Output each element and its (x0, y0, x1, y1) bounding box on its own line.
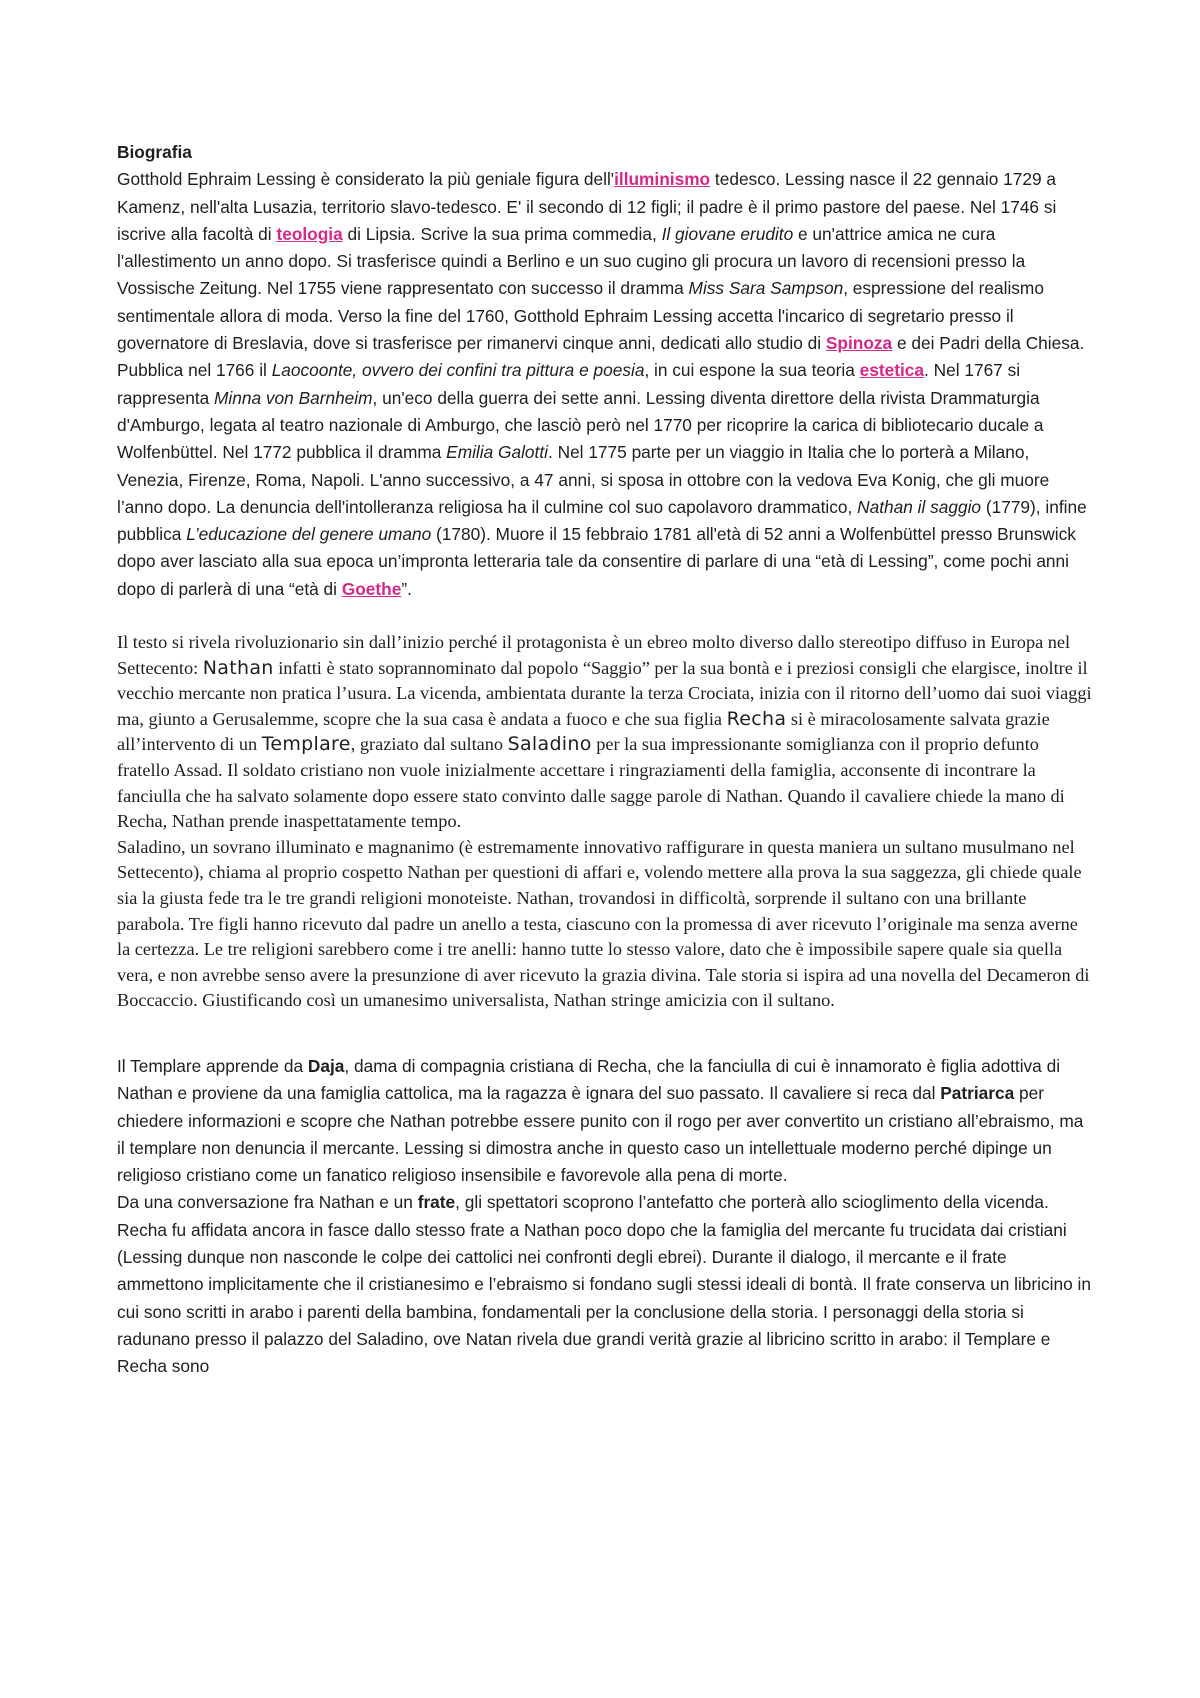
text-run: Il Templare apprende da (117, 1055, 308, 1076)
italic-title: Laocoonte, ovvero dei confini tra pittura e poesia (271, 360, 645, 381)
text-run: e un'attrice amica ne cura l'allestimento un anno dopo. Si trasferisce quindi a Berlino e un suo cugino gli procura un lavoro di recensioni presso la Vossische Zeitung. Nel 1755 viene rappresentato con successo il dramma (117, 223, 1026, 299)
wiki-link[interactable]: estetica (859, 360, 925, 381)
text-run: , gli spettatori scoprono l’antefatto che porterà allo scioglimento della vicenda. Recha fu affidata ancora in fasce dallo stesso frate a Nathan poco dopo che la famiglia del mercante fu trucidata dai cristiani (Lessing dunque non nasconde le colpe dei cattolici nei confronti degli ebrei). Durante il dialogo, il mercante e il frate ammettono implicitamente che il cristianesimo e l’ebraismo si fondano sugli stessi ideali di bontà. Il frate conserva un libricino in cui sono scritti in arabo i parenti della bambina, fondamentali per la conclusione della storia. I personaggi della storia si radunano presso il palazzo del Saladino, ove Natan rivela due grandi verità grazie al libricino scritto in arabo: il Templare e Recha sono (117, 1192, 1091, 1377)
text-run: ”. (401, 578, 412, 599)
section-heading: Biografia (117, 142, 192, 162)
plot-paragraph-4 (117, 1189, 1092, 1380)
text-run: , in cui espone la sua teoria (644, 360, 860, 381)
text-run: per chiedere informazioni e scopre che Nathan potrebbe essere punito con il rogo per aver convertito un cristiano all’ebraismo, ma il templare non denuncia il mercante. Lessing si dimostra anche in questo caso un intellettuale moderno perché dipinge un religioso cristiano come un fanatico religioso insensibile e favorevole alla pena di morte. (117, 1083, 1084, 1186)
text-run: . Nel 1775 parte per un viaggio in Italia che lo porterà a Milano, Venezia, Firenze, Roma, Napoli. L'anno successivo, a 47 anni, si sposa in ottobre con la vedova Eva Konig, che gli muore l’anno dopo. La denuncia dell'intolleranza religiosa ha il culmine col suo capolavoro drammatico, (117, 442, 1050, 517)
bold-term: Patriarca (940, 1083, 1015, 1104)
text-run: per la sua impressionante somiglianza con il proprio defunto fratello Assad. Il soldato cristiano non vuole inizialmente accettare i ringraziamenti della famiglia, acconsente di incontrare la fanciulla che ha salvato solamente dopo essere stato convinto dalle sagge parole di Nathan. Quando il cavaliere chiede la mano di Recha, Nathan prende inaspettatamente tempo. (117, 734, 1065, 832)
character-name: Nathan (202, 656, 274, 679)
text-run: di Lipsia. Scrive la sua prima commedia, (342, 223, 662, 244)
text-run: (1779), infine pubblica (117, 496, 1087, 545)
italic-title: Emilia Galotti (446, 442, 548, 463)
text-run: (1780). Muore il 15 febbraio 1781 all'età di 52 anni a Wolfenbüttel presso Brunswick dopo aver lasciato alla sua epoca un’impronta letteraria tale da consentire di parlare di una “età di Lessing”, come pochi anni dopo di parlerà di una “età di (117, 524, 1076, 599)
text-run: si è miracolosamente salvata grazie all’intervento di un (117, 708, 1050, 755)
italic-title: Minna von Barnheim (214, 387, 373, 408)
bold-term: Daja (307, 1055, 345, 1076)
text-run: Il testo si rivela rivoluzionario sin dall’inizio perché il protagonista è un ebreo molto diverso dallo stereotipo diffuso in Europa nel Settecento: (117, 632, 1071, 678)
text-run: , un'eco della guerra dei sette anni. Lessing diventa direttore della rivista Drammaturgia d'Amburgo, legata al teatro nazionale di Amburgo, che lasciò però nel 1770 per ricoprire la carica di bibliotecario ducale a Wolfenbüttel. Nel 1772 pubblica il dramma (117, 387, 1044, 463)
text-run: e dei Padri della Chiesa. Pubblica nel 1766 il (117, 333, 1085, 381)
wiki-link[interactable]: Spinoza (825, 333, 893, 354)
bold-term: frate (417, 1192, 456, 1213)
italic-title: Nathan il saggio (857, 496, 982, 517)
character-name: Saladino (507, 733, 592, 756)
italic-title: Il giovane erudito (661, 223, 794, 244)
plot-paragraph-3 (117, 1053, 1092, 1189)
text-run: , dama di compagnia cristiana di Recha, che la fanciulla di cui è innamorato è figlia adottiva di Nathan e proviene da una famiglia cattolica, ma la ragazza è ignara del suo passato. Il cavaliere si reca dal (117, 1055, 1061, 1104)
text-run: infatti è stato soprannominato dal popolo “Saggio” per la sua bontà e i preziosi consigli che elargisce, inoltre il vecchio mercante non pratica l’usura. La vicenda, ambientata durante la terza Crociata, inizia con il ritorno dell’uomo dai suoi viaggi ma, giunto a Gerusalemme, scopre che la sua casa è andata a fuoco e che sua figlia (117, 657, 1092, 729)
italic-title: Miss Sara Sampson (688, 278, 844, 299)
text-run: . Nel 1767 si rappresenta (117, 360, 1021, 408)
document-body (117, 139, 1092, 1381)
text-run: , graziato dal sultano (350, 734, 508, 755)
plot-paragraph-1 (117, 630, 1092, 835)
italic-title: L’educazione del genere umano (186, 524, 432, 545)
text-run: Gotthold Ephraim Lessing è considerato la più geniale figura dell' (117, 169, 615, 190)
plot-paragraph-2: Saladino, un sovrano illuminato e magnanimo (è estremamente innovativo raffigurare in questa maniera un sultano musulmano nel Settecento), chiama al proprio cospetto Nathan per questioni di affari e, volendo mettere alla prova la sua saggezza, gli chiede quale sia la giusta fede tra le tre grandi religioni monoteiste. Nathan, trovandosi in difficoltà, sorprende il sultano con una brillante parabola. Tre figli hanno ricevuto dal padre un anello a testa, ciascuno con la promessa di aver ricevuto l’originale ma senza averne la certezza. Le tre religioni sarebbero come i tre anelli: hanno tutte lo stesso valore, dato che è impossibile sapere quale sia quella vera, e non avrebbe senso avere la presunzione di aver ricevuto la grazia divina. Tale storia si ispira ad una novella del Decameron di Boccaccio. Giustificando così un umanesimo universalista, Nathan stringe amicizia con il sultano. (117, 836, 1090, 1011)
wiki-link[interactable]: teologia (276, 223, 343, 244)
character-name: Recha (726, 707, 787, 730)
text-run: Da una conversazione fra Nathan e un (117, 1192, 418, 1213)
biography-paragraph (117, 166, 1092, 603)
text-run: , espressione del realismo sentimentale allora di moda. Verso la fine del 1760, Gotthold Ephraim Lessing accetta l'incarico di segretario presso il governatore di Breslavia, dove si trasferisce per rimanervi cinque anni, dedicati allo studio di (117, 278, 1044, 354)
wiki-link[interactable]: Goethe (341, 578, 402, 599)
character-name: Templare (261, 733, 351, 756)
wiki-link[interactable]: illuminismo (614, 169, 711, 190)
text-run: tedesco. Lessing nasce il 22 gennaio 1729 a Kamenz, nell'alta Lusazia, territorio slavo-tedesco. E' il secondo di 12 figli; il padre è il primo pastore del paese. Nel 1746 si iscrive alla facoltà di (117, 169, 1057, 244)
